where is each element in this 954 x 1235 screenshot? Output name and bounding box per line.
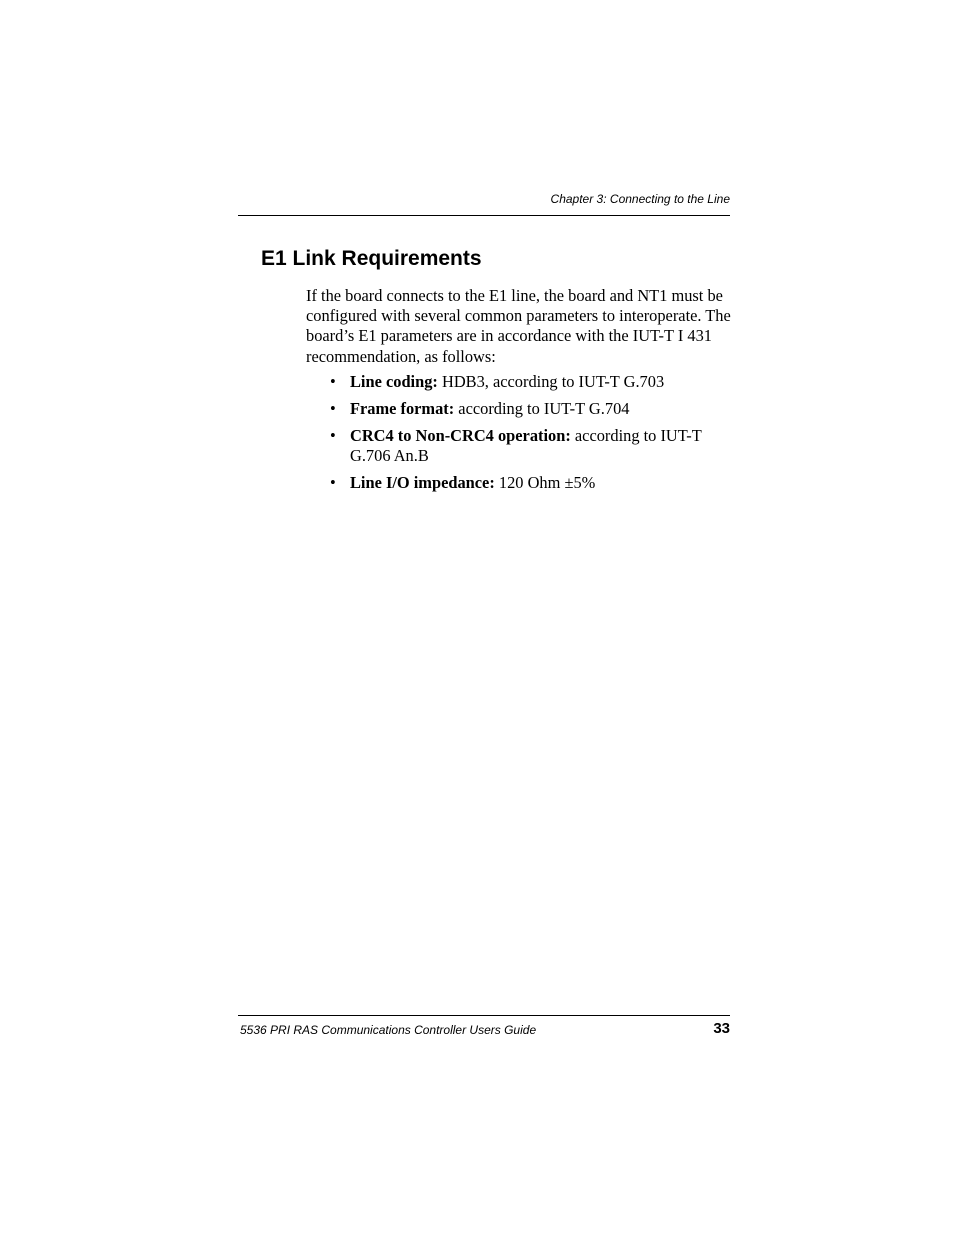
list-item — [306, 473, 732, 493]
footer-divider — [238, 1015, 730, 1016]
bullet-icon: • — [330, 372, 336, 391]
list-item — [306, 372, 732, 392]
list-item-label: Line coding: — [350, 372, 438, 391]
list-item-text: HDB3, according to IUT-T G.703 — [437, 372, 665, 391]
list-item-label: Line I/O impedance: — [350, 472, 495, 492]
running-header: Chapter 3: Connecting to the Line — [550, 192, 730, 206]
list-item-text: according to IUT-T G.706 An.B — [350, 425, 702, 465]
page-number: 33 — [713, 1020, 730, 1037]
list-item-label: CRC4 to Non-CRC4 operation: — [350, 425, 571, 445]
bullet-icon: • — [330, 398, 336, 418]
footer-book-title: 5536 PRI RAS Communications Controller Users Guide — [240, 1023, 537, 1037]
requirements-list — [306, 372, 732, 499]
list-item — [306, 426, 732, 466]
list-item-label: Frame format: — [350, 398, 455, 418]
bullet-icon: • — [330, 425, 336, 445]
intro-paragraph: If the board connects to the E1 line, the board and NT1 must be configured with several common parameters to interoperate. The board’s E1 parameters are in accordance with the IUT-T I 431 recommendation, as follows: — [306, 286, 731, 366]
list-item — [306, 399, 732, 419]
section-title: E1 Link Requirements — [261, 247, 482, 270]
header-divider — [238, 215, 730, 216]
bullet-icon: • — [330, 472, 336, 492]
list-item-text: according to IUT-T G.704 — [454, 398, 630, 418]
list-item-text: 120 Ohm ±5% — [494, 472, 596, 492]
